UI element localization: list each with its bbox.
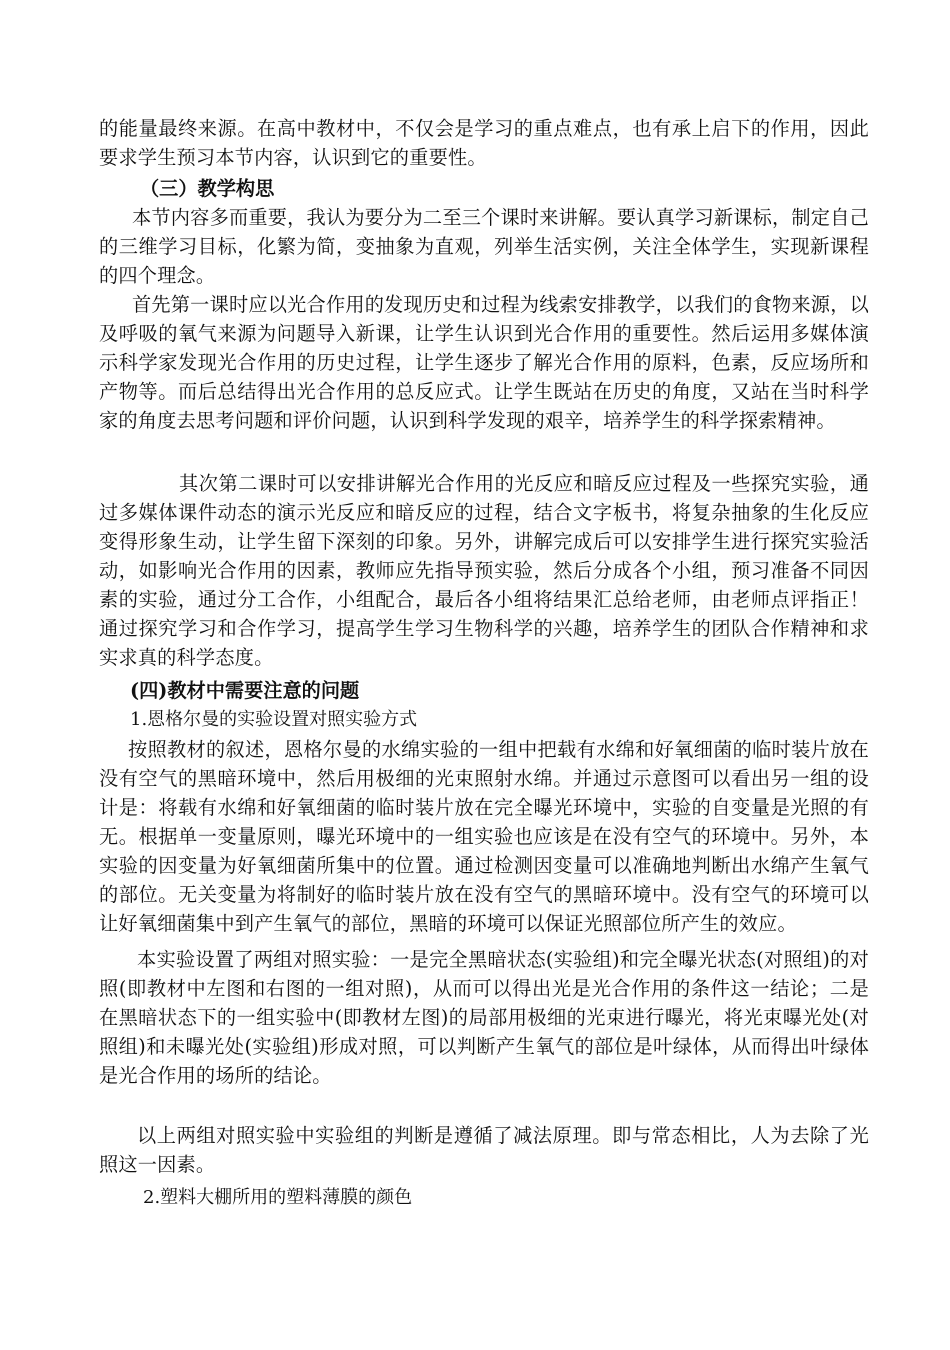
section-heading-four: (四)教材中需要注意的问题: [130, 679, 360, 702]
subsection-title-2: 2.塑料大棚所用的塑料薄膜的颜色: [143, 1187, 413, 1208]
paragraph-four-1: 按照教材的叙述，恩格尔曼的水绵实验的一组中把载有水绵和好氧细菌的临时装片放在没有空气的黑暗环境中，然后用极细的光束照射水绵。并通过示意图可以看出另一组的设计是：将载有水绵和好氧细菌的临时装片放在完全曝光环境中，实验的自变量是光照的有无。根据单一变量原则，曝光环境中的一组实验也应该是在没有空气的环境中。另外，本实验的因变量为好氧细菌所集中的位置。通过检测因变量可以准确地判断出水绵产生氧气的部位。无关变量为将制好的临时装片放在没有空气的黑暗环境中。没有空气的环境可以让好氧细菌集中到产生氧气的部位，黑暗的环境可以保证光照部位所产生的效应。: [99, 738, 869, 935]
paragraph-four-2: 本实验设置了两组对照实验：一是完全黑暗状态(实验组)和完全曝光状态(对照组)的对照(即教材中左图和右图的一组对照)，从而可以得出光是光合作用的条件这一结论；二是在黑暗状态下的一组实验中(即教材左图)的局部用极细的光束进行曝光，将光束曝光处(对照组)和未曝光处(实验组)形成对照，可以判断产生氧气的部位是叶绿体，从而得出叶绿体是光合作用的场所的结论。: [99, 948, 869, 1087]
paragraph-three-1: 本节内容多而重要，我认为要分为二至三个课时来讲解。要认真学习新课标，制定自己的三维学习目标，化繁为简，变抽象为直观，列举生活实例，关注全体学生，实现新课程的四个理念。: [99, 206, 869, 287]
intro-paragraph: 的能量最终来源。在高中教材中，不仅会是学习的重点难点，也有承上启下的作用，因此要求学生预习本节内容，认识到它的重要性。: [99, 117, 869, 169]
paragraph-three-3: 其次第二课时可以安排讲解光合作用的光反应和暗反应过程及一些探究实验，通过多媒体课件动态的演示光反应和暗反应的过程，结合文字板书，将复杂抽象的生化反应变得形象生动，让学生留下深刻的印象。另外，讲解完成后可以安排学生进行探究实验活动，如影响光合作用的因素，教师应先指导预实验，然后分成各个小组，预习准备不同因素的实验，通过分工合作，小组配合，最后各小组将结果汇总给老师，由老师点评指正！通过探究学习和合作学习，提高学生学习生物科学的兴趣，培养学生的团队合作精神和求实求真的科学态度。: [99, 472, 869, 669]
paragraph-four-3: 以上两组对照实验中实验组的判断是遵循了减法原理。即与常态相比，人为去除了光照这一因素。: [99, 1124, 869, 1176]
subsection-title-1: 1.恩格尔曼的实验设置对照实验方式: [130, 709, 418, 730]
paragraph-three-2: 首先第一课时应以光合作用的发现历史和过程为线索安排教学，以我们的食物来源，以及呼吸的氧气来源为问题导入新课，让学生认识到光合作用的重要性。然后运用多媒体演示科学家发现光合作用的历史过程，让学生逐步了解光合作用的原料，色素，反应场所和产物等。而后总结得出光合作用的总反应式。让学生既站在历史的角度，又站在当时科学家的角度去思考问题和评价问题，认识到科学发现的艰辛，培养学生的科学探索精神。: [99, 293, 869, 432]
section-heading-three: （三）教学构思: [140, 177, 275, 200]
